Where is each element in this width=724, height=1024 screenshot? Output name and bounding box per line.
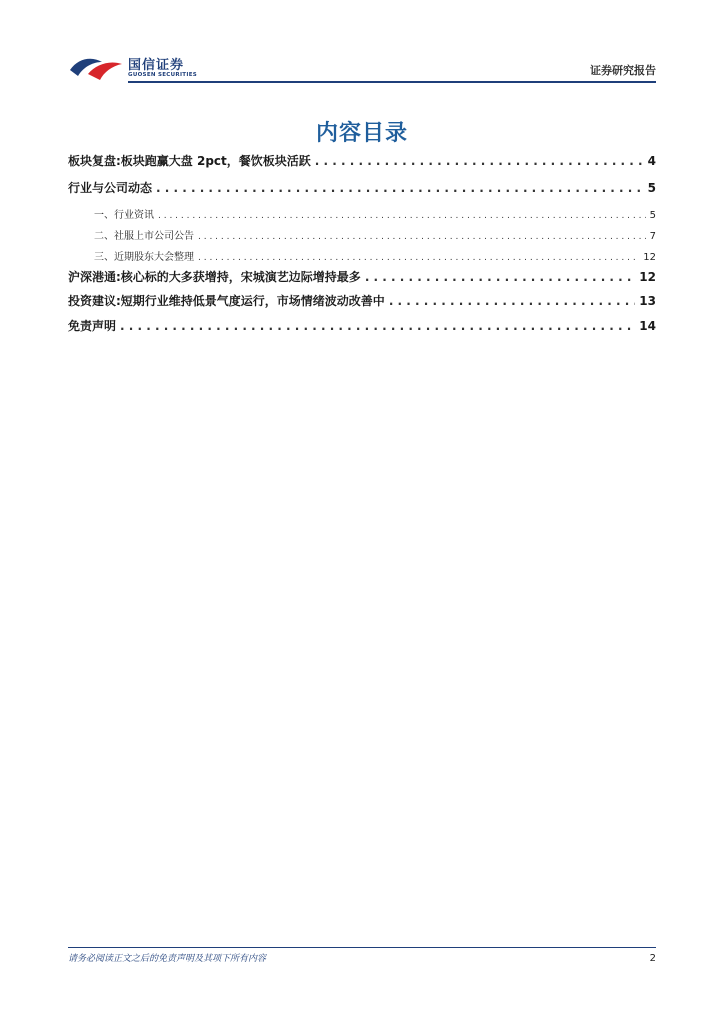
- toc-entry-page: 13: [639, 294, 656, 308]
- page-number: 2: [649, 953, 656, 964]
- toc-dot-leader: [198, 253, 639, 263]
- toc-entry-text: 三、近期股东大会整理: [94, 252, 194, 263]
- toc-entry-page: 4: [647, 154, 656, 168]
- guosen-logo-mark-icon: [68, 52, 124, 82]
- toc-dot-leader: [365, 270, 635, 284]
- toc-entry-disclaimer[interactable]: [68, 317, 656, 334]
- footer-disclaimer-note: 请务必阅读正文之后的免责声明及其项下所有内容: [68, 954, 267, 964]
- logo-english-name: GUOSEN SECURITIES: [128, 72, 198, 78]
- toc-dot-leader: [156, 181, 644, 195]
- toc-entry-page: 14: [639, 319, 656, 333]
- toc-entry-page: 12: [639, 270, 656, 284]
- toc-dot-leader: [315, 154, 644, 168]
- toc-entry-text: 板块复盘:板块跑赢大盘 2pct，餐饮板块活跃: [68, 154, 311, 168]
- toc-entry-text: 二、社服上市公司公告: [94, 231, 194, 242]
- toc-entry-page: 5: [647, 181, 656, 195]
- toc-entry-text: 行业与公司动态: [68, 181, 153, 195]
- document-type: 证券研究报告: [590, 64, 656, 77]
- toc-entry-page: 7: [649, 231, 656, 242]
- toc-entry-text: 免责声明: [68, 319, 117, 333]
- toc-entry-shareholder-meetings[interactable]: [68, 248, 656, 263]
- toc-entry-stock-connect[interactable]: [68, 268, 656, 285]
- toc-entry-investment-advice[interactable]: [68, 292, 656, 309]
- toc-entry-text: 一、行业资讯: [94, 210, 154, 221]
- toc-entry-page: 5: [649, 210, 656, 221]
- toc-entry-industry-info[interactable]: [68, 206, 656, 221]
- toc-entry-page: 12: [643, 252, 656, 263]
- toc-entry-sector-review[interactable]: [68, 152, 656, 169]
- header-divider: [128, 81, 656, 83]
- toc-entry-industry-news[interactable]: [68, 179, 656, 196]
- toc-entry-text: 沪深港通:核心标的大多获增持，宋城演艺边际增持最多: [68, 270, 361, 284]
- toc-dot-leader: [120, 319, 635, 333]
- toc-dot-leader: [158, 211, 646, 221]
- logo-chinese-name: 国信证券: [128, 58, 185, 73]
- toc-entry-text: 投资建议:短期行业维持低景气度运行，市场情绪波动改善中: [68, 294, 385, 308]
- toc-dot-leader: [389, 294, 635, 308]
- footer-divider: [68, 947, 656, 948]
- toc-title: 内容目录: [315, 121, 408, 146]
- toc-entry-company-announcements[interactable]: [68, 227, 656, 242]
- toc-dot-leader: [198, 232, 646, 242]
